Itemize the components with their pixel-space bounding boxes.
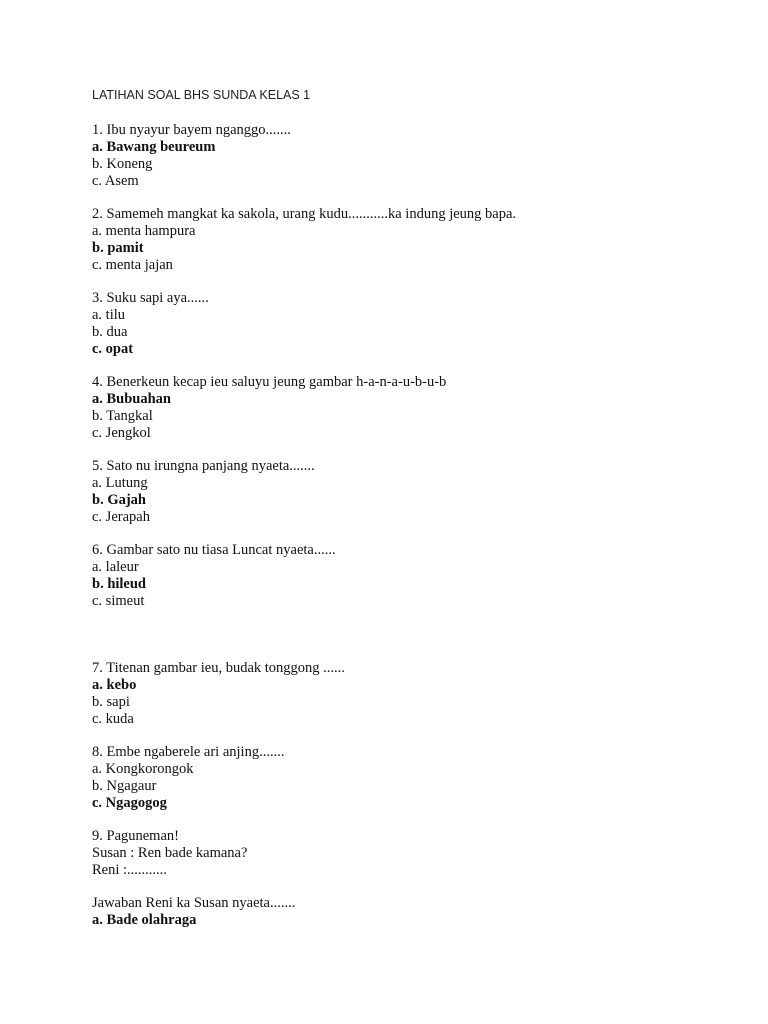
option-a: a. laleur — [92, 559, 139, 575]
question-7 — [92, 660, 732, 728]
option-a-answer: a. kebo — [92, 677, 137, 693]
option-a: a. Lutung — [92, 475, 148, 491]
option-a-answer: a. Bawang beureum — [92, 139, 216, 155]
option-a-answer: a. Bubuahan — [92, 391, 171, 407]
option-b-answer: b. pamit — [92, 240, 144, 256]
option-c: c. kuda — [92, 711, 134, 727]
question-text: 6. Gambar sato nu tiasa Luncat nyaeta...... — [92, 542, 336, 558]
option-c: c. Jengkol — [92, 425, 151, 441]
option-b: b. Ngagaur — [92, 778, 157, 794]
question-text: 1. Ibu nyayur bayem nganggo....... — [92, 122, 291, 138]
question-2 — [92, 206, 732, 274]
question-text: 8. Embe ngaberele ari anjing....... — [92, 744, 285, 760]
option-b-answer: b. hileud — [92, 576, 146, 592]
option-b: b. Tangkal — [92, 408, 153, 424]
question-1 — [92, 122, 732, 190]
option-c: c. Jerapah — [92, 509, 150, 525]
option-c-answer: c. Ngagogog — [92, 795, 167, 811]
dialog-line: Susan : Ren bade kamana? — [92, 845, 248, 861]
option-c: c. simeut — [92, 593, 145, 609]
question-9 — [92, 828, 732, 929]
question-text: 3. Suku sapi aya...... — [92, 290, 209, 306]
question-4 — [92, 374, 732, 442]
option-a: a. tilu — [92, 307, 126, 323]
option-b: b. dua — [92, 324, 128, 340]
option-a: a. menta hampura — [92, 223, 196, 239]
option-a-answer: a. Bade olahraga — [92, 912, 197, 928]
question-text: 7. Titenan gambar ieu, budak tonggong ...... — [92, 660, 345, 676]
option-b: b. sapi — [92, 694, 130, 710]
question-text: 9. Paguneman! — [92, 828, 179, 844]
question-text: 4. Benerkeun kecap ieu saluyu jeung gambar h-a-n-a-u-b-u-b — [92, 374, 447, 390]
question-3 — [92, 290, 732, 358]
question-prompt: Jawaban Reni ka Susan nyaeta....... — [92, 895, 296, 911]
dialog-line: Reni :........... — [92, 862, 167, 878]
option-b-answer: b. Gajah — [92, 492, 146, 508]
question-5 — [92, 458, 732, 526]
option-a: a. Kongkorongok — [92, 761, 194, 777]
question-text: 5. Sato nu irungna panjang nyaeta....... — [92, 458, 315, 474]
question-6 — [92, 542, 732, 610]
option-b: b. Koneng — [92, 156, 153, 172]
spacer — [92, 879, 732, 895]
question-8 — [92, 744, 732, 812]
option-c: c. Asem — [92, 173, 139, 189]
option-c: c. menta jajan — [92, 257, 173, 273]
document-title: LATIHAN SOAL BHS SUNDA KELAS 1 — [92, 88, 311, 102]
question-text: 2. Samemeh mangkat ka sakola, urang kudu...........ka indung jeung bapa. — [92, 206, 517, 222]
option-c-answer: c. opat — [92, 341, 134, 357]
